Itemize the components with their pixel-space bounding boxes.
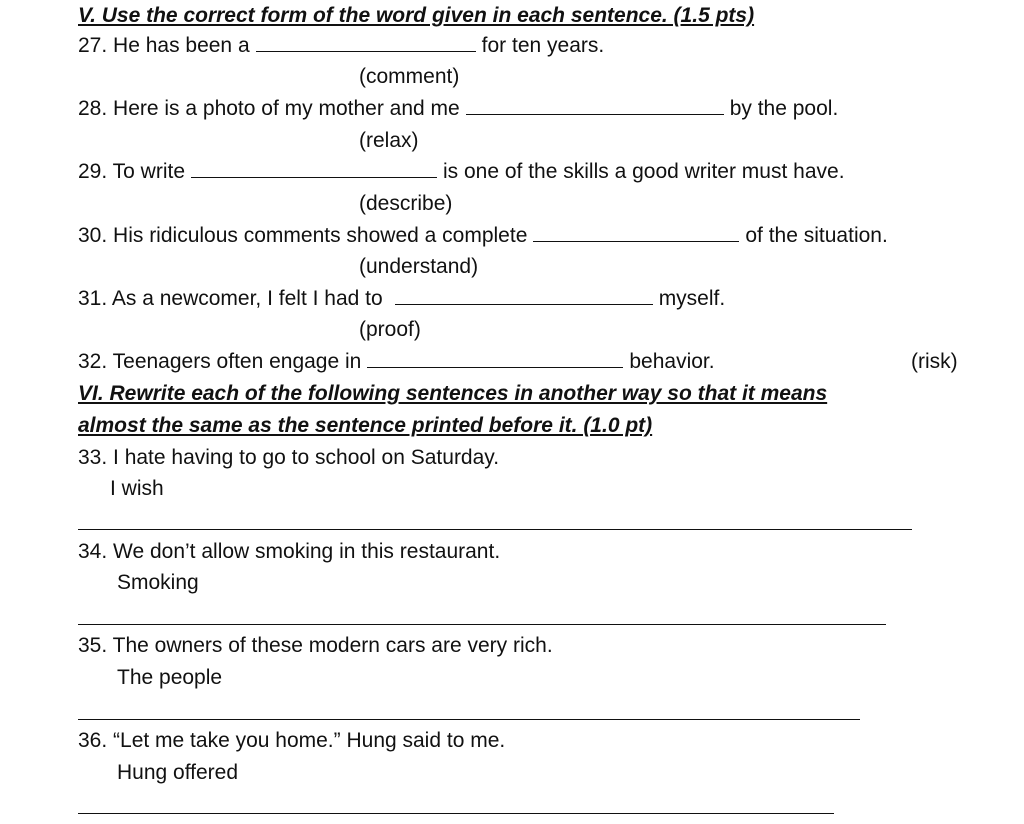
q30-answer-blank[interactable] [533, 223, 739, 242]
q27-text-after: for ten years. [481, 34, 605, 57]
q30-word-hint: (understand) [359, 255, 479, 278]
q35-rewrite-start: The people [117, 666, 223, 689]
question-28 [78, 96, 838, 122]
section-6-heading-line-2: almost the same as the sentence printed before it. (1.0 pt) [78, 414, 653, 437]
q30-text-before: 30. His ridiculous comments showed a complete [78, 224, 528, 247]
q31-text-before: 31. As a newcomer, I felt I had to [78, 287, 383, 310]
q32-answer-blank[interactable] [367, 349, 623, 368]
q29-text-after: is one of the skills a good writer must have. [443, 160, 845, 183]
question-30 [78, 223, 888, 249]
question-36-sentence: 36. “Let me take you home.” Hung said to me. [78, 729, 506, 752]
q36-rewrite-start: Hung offered [117, 761, 239, 784]
question-29 [78, 159, 845, 185]
question-32 [78, 349, 715, 375]
q29-word-hint: (describe) [359, 192, 453, 215]
q33-rewrite-start: I wish [110, 477, 164, 500]
question-31 [78, 286, 725, 312]
question-33-sentence: 33. I hate having to go to school on Saturday. [78, 446, 500, 469]
q31-answer-blank[interactable] [395, 286, 653, 305]
q32-word-hint: (risk) [911, 350, 958, 373]
q32-text-before: 32. Teenagers often engage in [78, 350, 362, 373]
q31-word-hint: (proof) [359, 318, 421, 341]
q36-answer-line[interactable] [78, 813, 834, 814]
q34-rewrite-start: Smoking [117, 571, 199, 594]
section-5-heading: V. Use the correct form of the word given in each sentence. (1.5 pts) [78, 4, 755, 27]
q34-answer-line[interactable] [78, 624, 886, 625]
q28-text-after: by the pool. [729, 97, 839, 120]
q29-answer-blank[interactable] [191, 159, 437, 178]
question-34-sentence: 34. We don’t allow smoking in this restaurant. [78, 540, 501, 563]
q27-text-before: 27. He has been a [78, 34, 250, 57]
question-35-sentence: 35. The owners of these modern cars are very rich. [78, 634, 553, 657]
q32-text-after: behavior. [629, 350, 715, 373]
q29-text-before: 29. To write [78, 160, 185, 183]
q35-answer-line[interactable] [78, 719, 860, 720]
question-27 [78, 33, 604, 59]
q27-answer-blank[interactable] [256, 33, 476, 52]
q30-text-after: of the situation. [745, 224, 888, 247]
section-6-heading-line-1: VI. Rewrite each of the following sentences in another way so that it means [78, 382, 828, 405]
q31-text-after: myself. [658, 287, 726, 310]
q28-word-hint: (relax) [359, 129, 419, 152]
q28-text-before: 28. Here is a photo of my mother and me [78, 97, 460, 120]
q33-answer-line[interactable] [78, 529, 912, 530]
q27-word-hint: (comment) [359, 65, 460, 88]
q28-answer-blank[interactable] [466, 96, 724, 115]
